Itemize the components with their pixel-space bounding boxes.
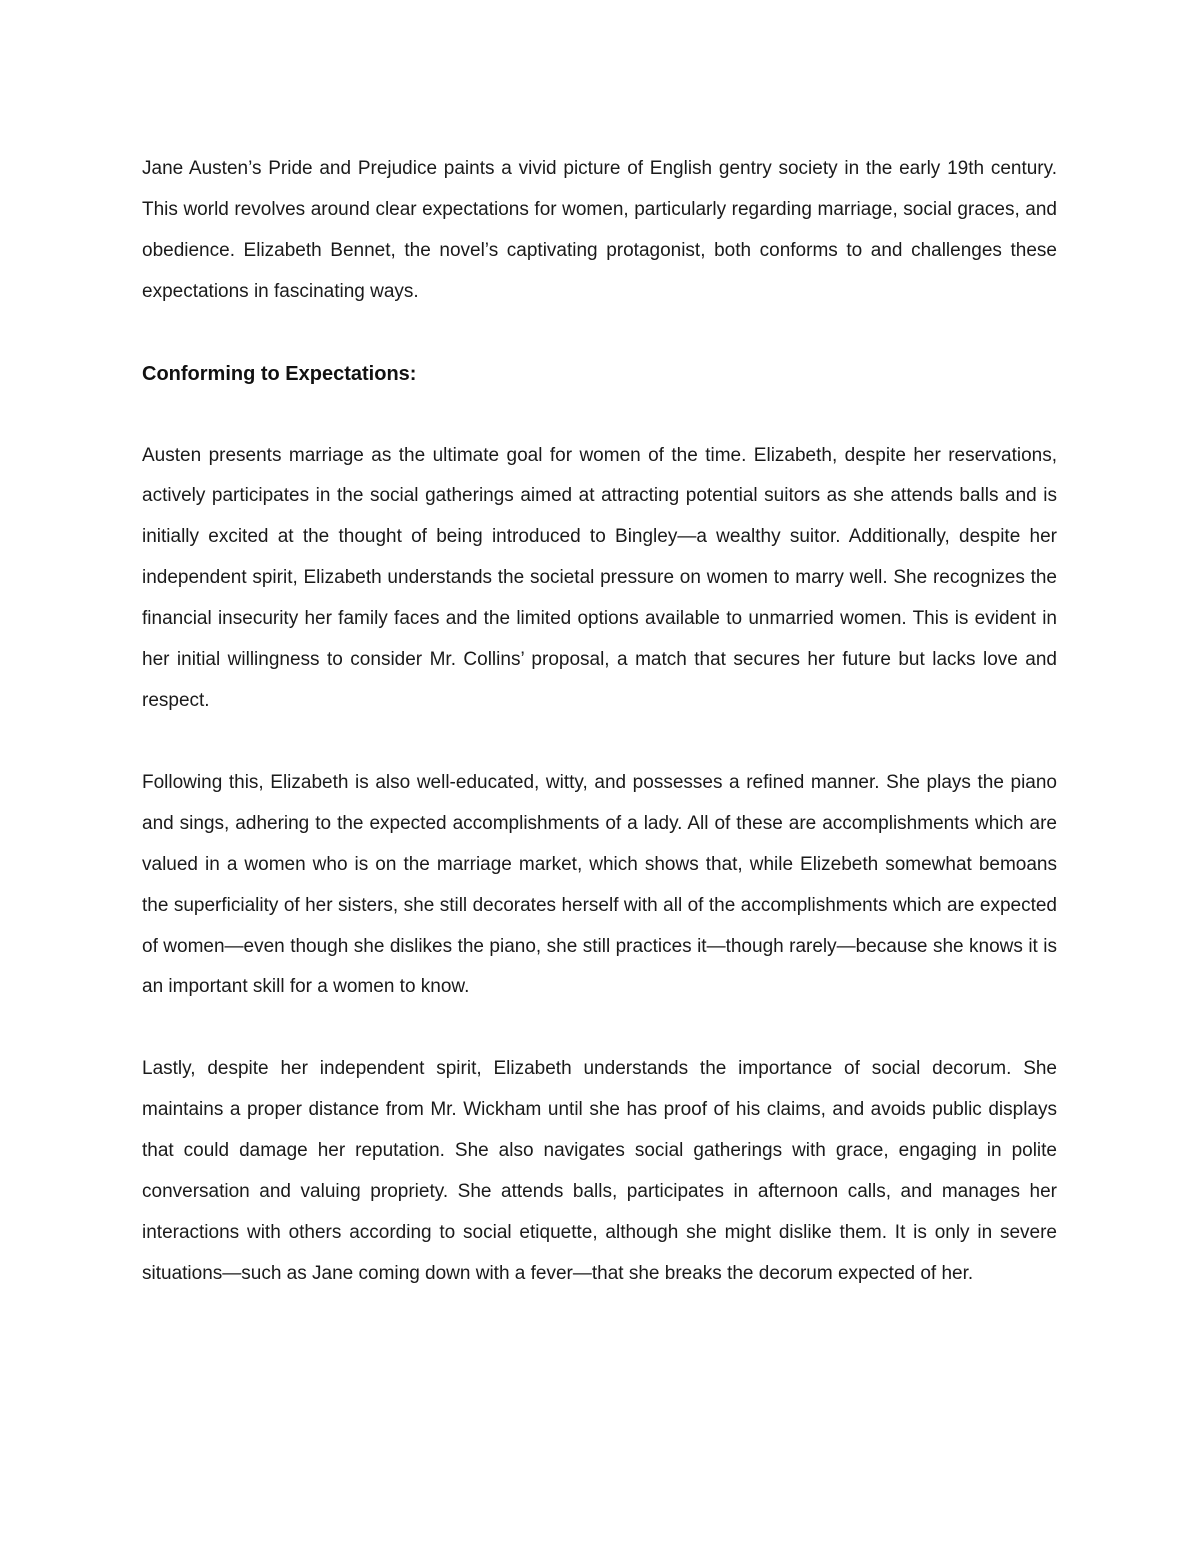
body-paragraph-marriage: Austen presents marriage as the ultimate goal for women of the time. Elizabeth, despite her reservations, actively participates in the social gatherings aimed at attracting potential suitors as she attends balls and is initially excited at the thought of being introduced to Bingley—a wealthy suitor. Additionally, despite her independent spirit, Elizabeth understands the societal pressure on women to marry well. She recognizes the financial insecurity her family faces and the limited options available to unmarried women. This is evident in her initial willingness to consider Mr. Collins’ proposal, a match that secures her future but lacks love and respect. <box>142 444 1057 711</box>
body-paragraph-decorum: Lastly, despite her independent spirit, Elizabeth understands the importance of social decorum. She maintains a proper distance from Mr. Wickham until she has proof of his claims, and avoids public displays that could damage her reputation. She also navigates social gatherings with grace, engaging in polite conversation and valuing propriety. She attends balls, participates in afternoon calls, and manages her interactions with others according to social etiquette, although she might dislike them. It is only in severe situations—such as Jane coming down with a fever—that she breaks the decorum expected of her. <box>142 1058 1057 1284</box>
body-paragraph-accomplishments: Following this, Elizabeth is also well-educated, witty, and possesses a refined manner. She plays the piano and sings, adhering to the expected accomplishments of a lady. All of these are accomplishments which are valued in a women who is on the marriage market, which shows that, while Elizebeth somewhat bemoans the superficiality of her sisters, she still decorates herself with all of the accomplishments which are expected of women—even though she dislikes the piano, she still practices it—though rarely—because she knows it is an important skill for a women to know. <box>142 771 1057 998</box>
document-body <box>142 149 1057 1336</box>
intro-paragraph: Jane Austen’s Pride and Prejudice paints a vivid picture of English gentry society in the early 19th century. This world revolves around clear expectations for women, particularly regarding marriage, social graces, and obedience. Elizabeth Bennet, the novel’s captivating protagonist, both conforms to and challenges these expectations in fascinating ways. <box>142 158 1057 302</box>
section-heading: Conforming to Expectations: <box>142 362 417 385</box>
